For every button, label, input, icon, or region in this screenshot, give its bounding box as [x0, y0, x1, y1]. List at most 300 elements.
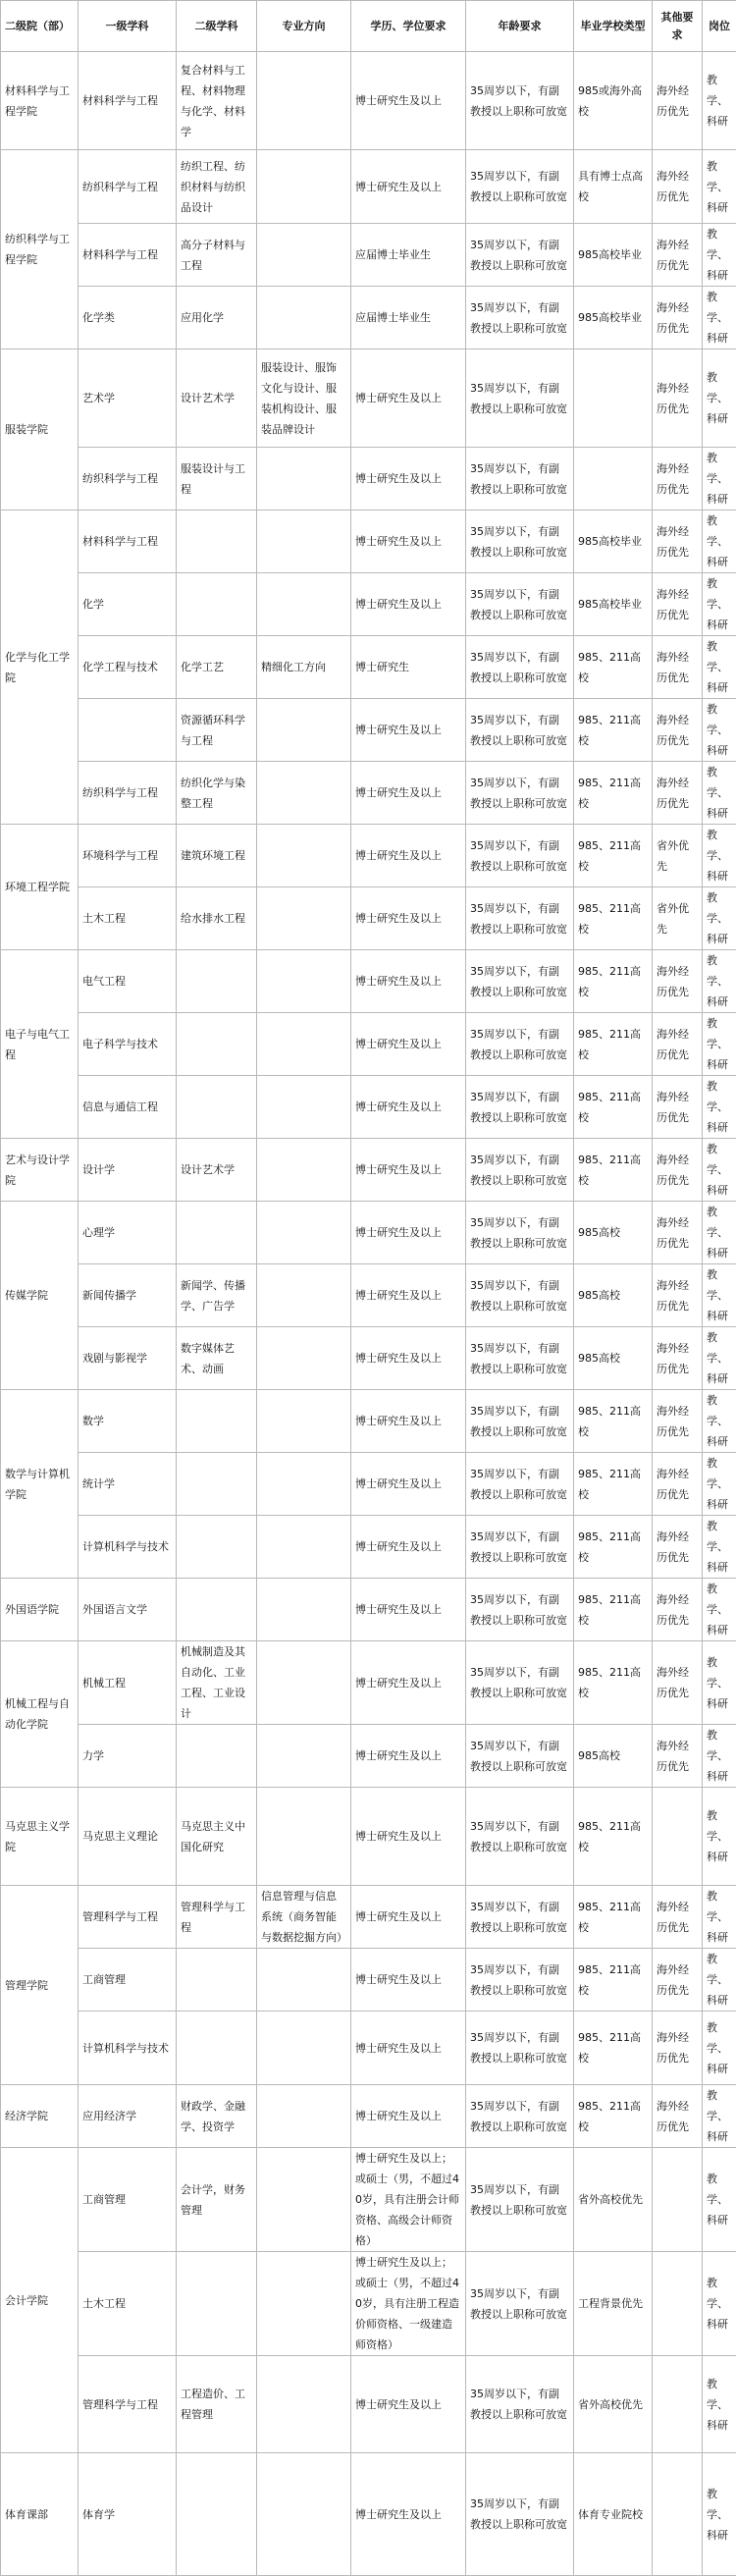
cell-level1-subject: 力学: [79, 1725, 177, 1788]
cell-level1-subject: 土木工程: [79, 2252, 177, 2356]
cell-age: 35周岁以下，有副教授以上职称可放宽: [466, 573, 574, 636]
cell-level2-subject: 纺织工程、纺织材料与纺织品设计: [177, 150, 257, 224]
cell-specialty: [257, 2453, 351, 2576]
cell-level1-subject: 材料科学与工程: [79, 510, 177, 573]
cell-specialty: [257, 2252, 351, 2356]
cell-level2-subject: 化学工艺: [177, 636, 257, 699]
cell-school-type: 985高校毕业: [574, 224, 653, 287]
cell-level2-subject: [177, 1725, 257, 1788]
cell-age: 35周岁以下，有副教授以上职称可放宽: [466, 287, 574, 349]
cell-other: [653, 1788, 703, 1886]
cell-post: 教学、科研: [703, 2453, 736, 2576]
cell-level2-subject: [177, 1579, 257, 1641]
table-row: [1, 1264, 736, 1327]
cell-school-type: 985、211高校: [574, 2012, 653, 2085]
cell-college: 传媒学院: [1, 1202, 79, 1390]
cell-school-type: 985、211高校: [574, 1788, 653, 1886]
cell-specialty: [257, 2012, 351, 2085]
table-row: [1, 287, 736, 349]
cell-level1-subject: 计算机科学与技术: [79, 2012, 177, 2085]
cell-education: 博士研究生及以上: [351, 950, 466, 1013]
cell-other: [653, 2148, 703, 2252]
table-row: [1, 1390, 736, 1453]
cell-age: 35周岁以下，有副教授以上职称可放宽: [466, 1390, 574, 1453]
cell-level2-subject: [177, 1202, 257, 1264]
cell-specialty: [257, 1264, 351, 1327]
cell-other: 海外经历优先: [653, 573, 703, 636]
cell-post: 教学、科研: [703, 52, 736, 150]
cell-school-type: 985、211高校: [574, 699, 653, 762]
cell-age: 35周岁以下，有副教授以上职称可放宽: [466, 1202, 574, 1264]
cell-college: 马克思主义学院: [1, 1788, 79, 1886]
cell-college: 材料科学与工程学院: [1, 52, 79, 150]
cell-school-type: 985、211高校: [574, 1139, 653, 1202]
cell-college: 外国语学院: [1, 1579, 79, 1641]
cell-other: 海外经历优先: [653, 1579, 703, 1641]
table-row: [1, 1725, 736, 1788]
cell-level1-subject: 机械工程: [79, 1641, 177, 1725]
cell-age: 35周岁以下，有副教授以上职称可放宽: [466, 1076, 574, 1139]
table-row: [1, 2148, 736, 2252]
cell-level2-subject: [177, 1516, 257, 1579]
cell-post: 教学、科研: [703, 287, 736, 349]
cell-other: 海外经历优先: [653, 1139, 703, 1202]
cell-specialty: [257, 1641, 351, 1725]
cell-age: 35周岁以下，有副教授以上职称可放宽: [466, 2453, 574, 2576]
cell-school-type: 985、211高校: [574, 2085, 653, 2148]
cell-college: 机械工程与自动化学院: [1, 1641, 79, 1788]
cell-age: 35周岁以下，有副教授以上职称可放宽: [466, 1139, 574, 1202]
cell-college: 化学与化工学院: [1, 510, 79, 825]
cell-specialty: [257, 1327, 351, 1390]
table-row: [1, 510, 736, 573]
cell-level1-subject: 应用经济学: [79, 2085, 177, 2148]
table-row: [1, 448, 736, 510]
cell-level2-subject: [177, 2012, 257, 2085]
cell-specialty: [257, 2148, 351, 2252]
cell-education: 博士研究生及以上: [351, 1641, 466, 1725]
cell-school-type: 985、211高校: [574, 950, 653, 1013]
cell-level2-subject: 财政学、金融学、投资学: [177, 2085, 257, 2148]
cell-age: 35周岁以下，有副教授以上职称可放宽: [466, 349, 574, 448]
header-school-type: 毕业学校类型: [574, 1, 653, 52]
cell-level1-subject: 化学工程与技术: [79, 636, 177, 699]
cell-post: 教学、科研: [703, 1013, 736, 1076]
cell-post: 教学、科研: [703, 2356, 736, 2453]
cell-school-type: 985、211高校: [574, 1641, 653, 1725]
cell-education: 博士研究生及以上: [351, 1264, 466, 1327]
cell-specialty: [257, 448, 351, 510]
cell-level1-subject: 管理科学与工程: [79, 2356, 177, 2453]
cell-post: 教学、科研: [703, 1390, 736, 1453]
cell-age: 35周岁以下，有副教授以上职称可放宽: [466, 448, 574, 510]
cell-education: 博士研究生及以上: [351, 1788, 466, 1886]
cell-other: 海外经历优先: [653, 1886, 703, 1949]
cell-specialty: [257, 1390, 351, 1453]
header-level2-subject: 二级学科: [177, 1, 257, 52]
cell-post: 教学、科研: [703, 1327, 736, 1390]
table-row: [1, 1579, 736, 1641]
table-body: [1, 52, 736, 2576]
cell-level2-subject: 会计学，财务管理: [177, 2148, 257, 2252]
table-row: [1, 2356, 736, 2453]
cell-other: 海外经历优先: [653, 448, 703, 510]
cell-specialty: [257, 1013, 351, 1076]
cell-post: 教学、科研: [703, 510, 736, 573]
cell-post: 教学、科研: [703, 150, 736, 224]
cell-age: 35周岁以下，有副教授以上职称可放宽: [466, 1516, 574, 1579]
cell-education: 博士研究生及以上: [351, 1139, 466, 1202]
cell-school-type: 985、211高校: [574, 1013, 653, 1076]
cell-education: 博士研究生及以上: [351, 573, 466, 636]
cell-level2-subject: 资源循环科学与工程: [177, 699, 257, 762]
cell-specialty: [257, 825, 351, 887]
cell-level1-subject: 体育学: [79, 2453, 177, 2576]
cell-age: 35周岁以下，有副教授以上职称可放宽: [466, 762, 574, 825]
cell-post: 教学、科研: [703, 950, 736, 1013]
cell-other: 海外经历优先: [653, 1453, 703, 1516]
cell-other: 海外经历优先: [653, 287, 703, 349]
cell-specialty: 精细化工方向: [257, 636, 351, 699]
cell-age: 35周岁以下，有副教授以上职称可放宽: [466, 224, 574, 287]
table-row: [1, 1886, 736, 1949]
cell-education: 博士研究生及以上: [351, 1579, 466, 1641]
cell-specialty: [257, 2356, 351, 2453]
cell-post: 教学、科研: [703, 1453, 736, 1516]
cell-other: 海外经历优先: [653, 150, 703, 224]
cell-school-type: 985高校毕业: [574, 573, 653, 636]
cell-level2-subject: [177, 2453, 257, 2576]
cell-post: 教学、科研: [703, 1641, 736, 1725]
cell-college: 电子与电气工程: [1, 950, 79, 1139]
table-row: [1, 1327, 736, 1390]
cell-age: 35周岁以下，有副教授以上职称可放宽: [466, 1949, 574, 2012]
cell-other: 海外经历优先: [653, 224, 703, 287]
cell-education: 博士研究生及以上: [351, 2453, 466, 2576]
cell-specialty: [257, 887, 351, 950]
cell-education: 博士研究生及以上: [351, 1725, 466, 1788]
cell-age: 35周岁以下，有副教授以上职称可放宽: [466, 825, 574, 887]
cell-age: 35周岁以下，有副教授以上职称可放宽: [466, 887, 574, 950]
cell-school-type: 985、211高校: [574, 1390, 653, 1453]
cell-age: 35周岁以下，有副教授以上职称可放宽: [466, 1453, 574, 1516]
cell-specialty: [257, 950, 351, 1013]
cell-age: 35周岁以下，有副教授以上职称可放宽: [466, 1264, 574, 1327]
cell-education: 博士研究生及以上: [351, 2012, 466, 2085]
cell-specialty: [257, 1579, 351, 1641]
cell-other: 海外经历优先: [653, 1725, 703, 1788]
cell-education: 博士研究生及以上: [351, 1453, 466, 1516]
cell-college: 体育课部: [1, 2453, 79, 2576]
cell-other: 海外经历优先: [653, 1516, 703, 1579]
cell-level1-subject: 统计学: [79, 1453, 177, 1516]
cell-education: 博士研究生及以上: [351, 150, 466, 224]
cell-post: 教学、科研: [703, 573, 736, 636]
table-row: [1, 950, 736, 1013]
cell-age: 35周岁以下，有副教授以上职称可放宽: [466, 1725, 574, 1788]
cell-school-type: 985高校: [574, 1725, 653, 1788]
cell-age: 35周岁以下，有副教授以上职称可放宽: [466, 1886, 574, 1949]
table-row: [1, 1516, 736, 1579]
cell-level1-subject: 纺织科学与工程: [79, 762, 177, 825]
cell-level2-subject: 管理科学与工程: [177, 1886, 257, 1949]
cell-age: 35周岁以下，有副教授以上职称可放宽: [466, 2148, 574, 2252]
cell-school-type: [574, 448, 653, 510]
table-row: [1, 573, 736, 636]
cell-school-type: 985高校毕业: [574, 510, 653, 573]
cell-school-type: 985、211高校: [574, 636, 653, 699]
cell-post: 教学、科研: [703, 448, 736, 510]
table-row: [1, 1013, 736, 1076]
cell-specialty: [257, 1202, 351, 1264]
header-other: 其他要求: [653, 1, 703, 52]
table-header-row: [1, 1, 736, 52]
cell-other: [653, 2356, 703, 2453]
cell-age: 35周岁以下，有副教授以上职称可放宽: [466, 1013, 574, 1076]
cell-education: 博士研究生及以上: [351, 1202, 466, 1264]
cell-level2-subject: [177, 510, 257, 573]
cell-college: 管理学院: [1, 1886, 79, 2085]
cell-level1-subject: 环境科学与工程: [79, 825, 177, 887]
cell-level1-subject: 艺术学: [79, 349, 177, 448]
table-row: [1, 224, 736, 287]
cell-level2-subject: 服装设计与工程: [177, 448, 257, 510]
header-age: 年龄要求: [466, 1, 574, 52]
cell-other: 省外优先: [653, 887, 703, 950]
cell-post: 教学、科研: [703, 636, 736, 699]
cell-other: 海外经历优先: [653, 52, 703, 150]
cell-level2-subject: [177, 950, 257, 1013]
cell-other: 海外经历优先: [653, 699, 703, 762]
cell-level1-subject: 管理科学与工程: [79, 1886, 177, 1949]
table-row: [1, 1453, 736, 1516]
cell-specialty: [257, 1139, 351, 1202]
cell-level1-subject: 工商管理: [79, 2148, 177, 2252]
cell-education: 博士研究生及以上: [351, 1076, 466, 1139]
table-row: [1, 2085, 736, 2148]
cell-level1-subject: 计算机科学与技术: [79, 1516, 177, 1579]
cell-post: 教学、科研: [703, 825, 736, 887]
header-education: 学历、学位要求: [351, 1, 466, 52]
cell-school-type: [574, 349, 653, 448]
cell-other: 海外经历优先: [653, 1264, 703, 1327]
cell-other: 海外经历优先: [653, 1949, 703, 2012]
cell-education: 博士研究生及以上: [351, 699, 466, 762]
cell-other: 海外经历优先: [653, 950, 703, 1013]
cell-post: 教学、科研: [703, 349, 736, 448]
header-post: 岗位: [703, 1, 736, 52]
cell-college: 环境工程学院: [1, 825, 79, 950]
cell-school-type: 985高校: [574, 1264, 653, 1327]
cell-level2-subject: 设计艺术学: [177, 1139, 257, 1202]
cell-level2-subject: 新闻学、传播学、广告学: [177, 1264, 257, 1327]
cell-level1-subject: 化学类: [79, 287, 177, 349]
cell-post: 教学、科研: [703, 224, 736, 287]
table-row: [1, 2252, 736, 2356]
cell-level1-subject: 土木工程: [79, 887, 177, 950]
cell-education: 博士研究生及以上: [351, 1516, 466, 1579]
cell-other: [653, 2453, 703, 2576]
cell-level1-subject: 心理学: [79, 1202, 177, 1264]
table-row: [1, 2453, 736, 2576]
table-row: [1, 52, 736, 150]
cell-specialty: [257, 1788, 351, 1886]
cell-other: 海外经历优先: [653, 2012, 703, 2085]
cell-post: 教学、科研: [703, 2085, 736, 2148]
cell-post: 教学、科研: [703, 887, 736, 950]
cell-other: 海外经历优先: [653, 1202, 703, 1264]
cell-school-type: 985、211高校: [574, 1949, 653, 2012]
cell-specialty: [257, 150, 351, 224]
cell-education: 博士研究生及以上: [351, 448, 466, 510]
cell-college: 纺织科学与工程学院: [1, 150, 79, 349]
cell-post: 教学、科研: [703, 1579, 736, 1641]
cell-school-type: 985、211高校: [574, 762, 653, 825]
table-row: [1, 825, 736, 887]
cell-education: 博士研究生及以上: [351, 825, 466, 887]
cell-school-type: 省外高校优先: [574, 2356, 653, 2453]
cell-level2-subject: [177, 573, 257, 636]
cell-education: 博士研究生及以上: [351, 1886, 466, 1949]
cell-school-type: 985高校: [574, 1327, 653, 1390]
cell-level1-subject: [79, 699, 177, 762]
cell-other: 海外经历优先: [653, 1013, 703, 1076]
cell-level2-subject: 工程造价、工程管理: [177, 2356, 257, 2453]
cell-level2-subject: 建筑环境工程: [177, 825, 257, 887]
cell-level1-subject: 新闻传播学: [79, 1264, 177, 1327]
cell-school-type: 985或海外高校: [574, 52, 653, 150]
cell-level2-subject: 设计艺术学: [177, 349, 257, 448]
header-college: 二级院（部）: [1, 1, 79, 52]
cell-school-type: 具有博士点高校: [574, 150, 653, 224]
cell-level2-subject: [177, 1076, 257, 1139]
cell-specialty: [257, 224, 351, 287]
cell-school-type: 985、211高校: [574, 1516, 653, 1579]
cell-other: 海外经历优先: [653, 2085, 703, 2148]
table-row: [1, 636, 736, 699]
cell-level2-subject: 数字媒体艺术、动画: [177, 1327, 257, 1390]
cell-level1-subject: 信息与通信工程: [79, 1076, 177, 1139]
cell-post: 教学、科研: [703, 2252, 736, 2356]
table-row: [1, 762, 736, 825]
cell-level2-subject: 马克思主义中国化研究: [177, 1788, 257, 1886]
cell-specialty: [257, 52, 351, 150]
cell-age: 35周岁以下，有副教授以上职称可放宽: [466, 950, 574, 1013]
cell-post: 教学、科研: [703, 1076, 736, 1139]
cell-school-type: 985、211高校: [574, 887, 653, 950]
cell-other: 海外经历优先: [653, 1641, 703, 1725]
header-level1-subject: 一级学科: [79, 1, 177, 52]
table-row: [1, 1641, 736, 1725]
cell-age: 35周岁以下，有副教授以上职称可放宽: [466, 1579, 574, 1641]
cell-level2-subject: 机械制造及其自动化、工业工程、工业设计: [177, 1641, 257, 1725]
cell-post: 教学、科研: [703, 1516, 736, 1579]
cell-specialty: 服装设计、服饰文化与设计、服装机构设计、服装品牌设计: [257, 349, 351, 448]
cell-specialty: [257, 1725, 351, 1788]
cell-specialty: [257, 1949, 351, 2012]
cell-school-type: 985、211高校: [574, 1076, 653, 1139]
cell-school-type: 省外高校优先: [574, 2148, 653, 2252]
cell-post: 教学、科研: [703, 1725, 736, 1788]
table-row: [1, 699, 736, 762]
cell-level1-subject: 材料科学与工程: [79, 52, 177, 150]
cell-specialty: [257, 1076, 351, 1139]
table-row: [1, 1949, 736, 2012]
cell-level1-subject: 工商管理: [79, 1949, 177, 2012]
cell-school-type: 体育专业院校: [574, 2453, 653, 2576]
cell-other: 海外经历优先: [653, 1076, 703, 1139]
cell-level1-subject: 化学: [79, 573, 177, 636]
cell-level1-subject: 材料科学与工程: [79, 224, 177, 287]
cell-school-type: 985高校: [574, 1202, 653, 1264]
cell-other: 海外经历优先: [653, 636, 703, 699]
cell-level1-subject: 外国语言文学: [79, 1579, 177, 1641]
cell-level1-subject: 设计学: [79, 1139, 177, 1202]
cell-level1-subject: 马克思主义理论: [79, 1788, 177, 1886]
cell-college: 数学与计算机学院: [1, 1390, 79, 1579]
cell-level2-subject: 复合材料与工程、材料物理与化学、材料学: [177, 52, 257, 150]
cell-school-type: 985、211高校: [574, 1886, 653, 1949]
cell-specialty: [257, 287, 351, 349]
cell-education: 博士研究生及以上: [351, 1013, 466, 1076]
cell-age: 35周岁以下，有副教授以上职称可放宽: [466, 150, 574, 224]
cell-age: 35周岁以下，有副教授以上职称可放宽: [466, 2012, 574, 2085]
cell-education: 博士研究生及以上: [351, 2085, 466, 2148]
header-specialty: 专业方向: [257, 1, 351, 52]
cell-age: 35周岁以下，有副教授以上职称可放宽: [466, 2252, 574, 2356]
cell-education: 博士研究生及以上: [351, 349, 466, 448]
cell-age: 35周岁以下，有副教授以上职称可放宽: [466, 2085, 574, 2148]
cell-age: 35周岁以下，有副教授以上职称可放宽: [466, 1788, 574, 1886]
cell-specialty: [257, 1516, 351, 1579]
cell-level1-subject: 电子科学与技术: [79, 1013, 177, 1076]
cell-other: 海外经历优先: [653, 1390, 703, 1453]
cell-age: 35周岁以下，有副教授以上职称可放宽: [466, 52, 574, 150]
cell-education: 应届博士毕业生: [351, 287, 466, 349]
cell-post: 教学、科研: [703, 762, 736, 825]
cell-level1-subject: 戏剧与影视学: [79, 1327, 177, 1390]
cell-level1-subject: 电气工程: [79, 950, 177, 1013]
cell-education: 博士研究生: [351, 636, 466, 699]
table-row: [1, 887, 736, 950]
cell-other: 海外经历优先: [653, 762, 703, 825]
cell-school-type: 985高校毕业: [574, 287, 653, 349]
cell-post: 教学、科研: [703, 2148, 736, 2252]
cell-level2-subject: 高分子材料与工程: [177, 224, 257, 287]
cell-level2-subject: 纺织化学与染整工程: [177, 762, 257, 825]
cell-college: 经济学院: [1, 2085, 79, 2148]
cell-specialty: [257, 1453, 351, 1516]
cell-other: 海外经历优先: [653, 1327, 703, 1390]
cell-level2-subject: 给水排水工程: [177, 887, 257, 950]
cell-college: 会计学院: [1, 2148, 79, 2453]
cell-age: 35周岁以下，有副教授以上职称可放宽: [466, 2356, 574, 2453]
cell-level2-subject: [177, 1453, 257, 1516]
cell-education: 应届博士毕业生: [351, 224, 466, 287]
table-row: [1, 1076, 736, 1139]
cell-post: 教学、科研: [703, 1949, 736, 2012]
cell-specialty: [257, 573, 351, 636]
cell-level1-subject: 纺织科学与工程: [79, 448, 177, 510]
cell-post: 教学、科研: [703, 2012, 736, 2085]
cell-education: 博士研究生及以上；或硕士（男，不超过40岁，具有注册会计师资格、高级会计师资格）: [351, 2148, 466, 2252]
cell-age: 35周岁以下，有副教授以上职称可放宽: [466, 510, 574, 573]
cell-post: 教学、科研: [703, 1139, 736, 1202]
cell-level2-subject: [177, 2252, 257, 2356]
cell-education: 博士研究生及以上: [351, 510, 466, 573]
cell-specialty: [257, 510, 351, 573]
cell-level2-subject: [177, 1949, 257, 2012]
